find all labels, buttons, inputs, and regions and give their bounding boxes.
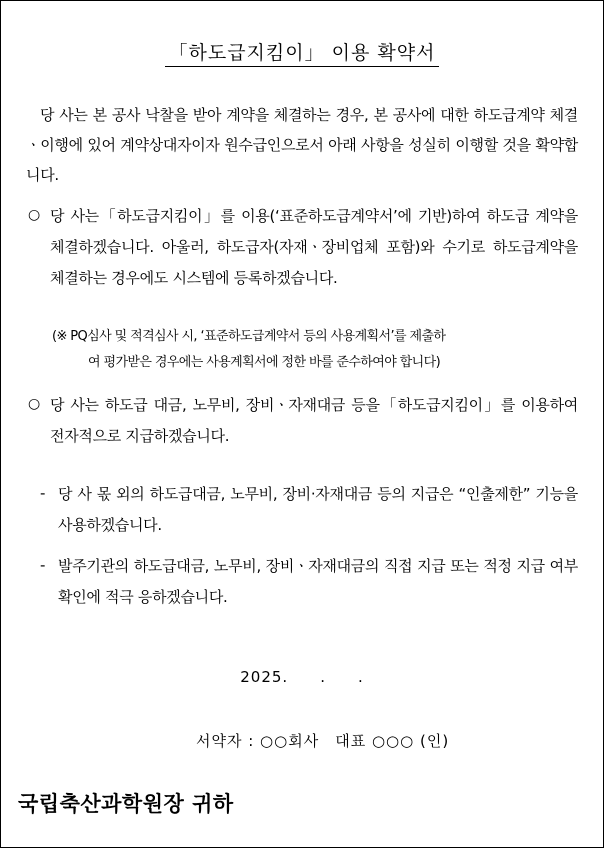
pq-note (52, 324, 580, 376)
sub-item-1: 당 사 몫 외의 하도급대금, 노무비, 장비·자재대금 등의 지급은 “인출제한” 기능을 사용하겠습니다. (58, 485, 578, 534)
pledge-item-1: 당 사는「하도급지킴이」를 이용(‘표준하도급계약서’에 기반)하여 하도급 계약을 체결하겠습니다. 아울러, 하도급자(자재ㆍ장비업체 포함)와 수기로 하도급계약을 체결하는 경우에도 시스템에 등록하겠습니다. (50, 207, 578, 287)
addressee: 국립축산과학원장 귀하 (18, 792, 234, 816)
document-title (0, 38, 604, 65)
pq-note-line-1: (※ PQ심사 및 적격심사 시, ‘표준하도급계약서 등의 사용계획서’를 제출하 (52, 329, 446, 344)
signature-line: 서약자 : ○○회사 대표 ○○○ (인) (196, 732, 450, 750)
pq-note-line-2: 여 평가받은 경우에는 사용계획서에 정한 바를 준수하여야 합니다) (88, 355, 441, 370)
bullet-marker-1: ○ (28, 207, 41, 223)
bullet-marker-2: ○ (28, 396, 41, 412)
document-title-text: 「하도급지킴이」 이용 확약서 (165, 42, 440, 67)
dash-marker-2: - (40, 556, 46, 574)
pledge-item-2: 당 사는 하도급 대금, 노무비, 장비ㆍ자재대금 등을「하도급지킴이」를 이용하여 전자적으로 지급하겠습니다. (50, 396, 578, 445)
date-line: 2025. . . (240, 668, 364, 686)
dash-marker-1: - (40, 484, 46, 502)
sub-item-2: 발주기관의 하도급대금, 노무비, 장비ㆍ자재대금의 직접 지급 또는 적정 지급 여부 확인에 적극 응하겠습니다. (58, 557, 578, 606)
intro-paragraph: 당 사는 본 공사 낙찰을 받아 계약을 체결하는 경우, 본 공사에 대한 하도급계약 체결ㆍ이행에 있어 계약상대자이자 원수급인으로서 아래 사항을 성실히 이행할 것을 확약합니다. (26, 106, 578, 184)
